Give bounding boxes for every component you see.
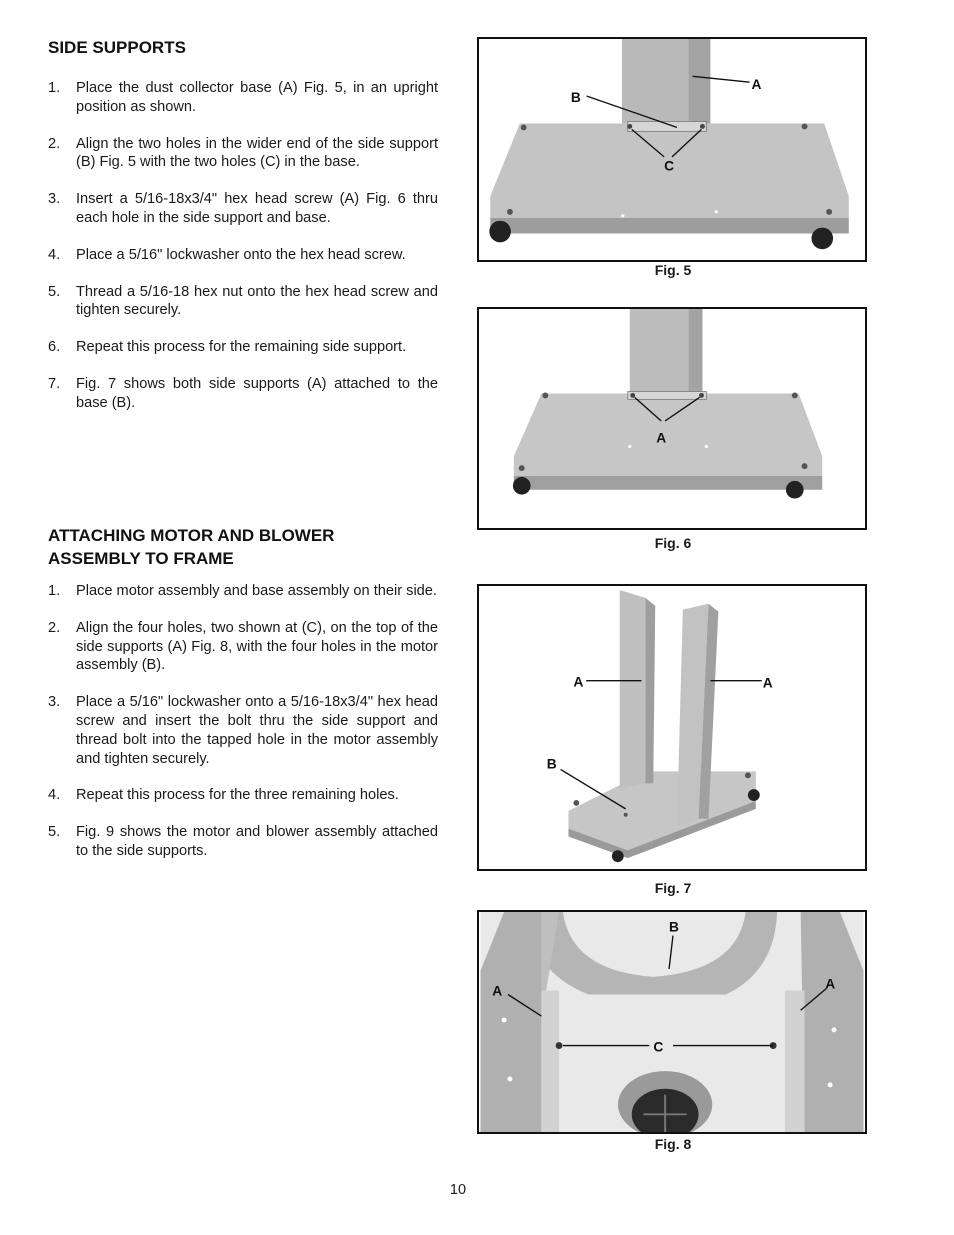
caster-wheel [748,789,760,801]
step-number: 1. [48,583,61,599]
section-title-side-supports: SIDE SUPPORTS [48,38,186,57]
label-b: B [570,89,581,105]
side-supports-steps [48,79,438,413]
step-text: Thread a 5/16-18 hex nut onto the hex head screw and tighten securely. [76,283,438,319]
label-a-left: A [492,983,503,999]
step-text: Align the four holes, two shown at (C), on the top of the side supports (A) Fig. 8, with the four holes in the motor assembly (B). [76,619,438,674]
step-number: 7. [48,375,61,392]
caster-wheel [612,850,624,862]
screw-head [630,393,635,398]
bolt [802,123,808,129]
step-text: Fig. 7 shows both side supports (A) attached to the base (B). [76,375,438,411]
label-c: C [653,1039,664,1055]
step-text: Place a 5/16" lockwasher onto a 5/16-18x3/4" hex head screw and insert the bolt thru the side support and thread bolt into the tapped hole in the motor assembly and tighten securely. [76,694,438,767]
section-title-line: ASSEMBLY TO FRAME [48,549,234,568]
hole [715,210,718,213]
base-edge [490,218,849,234]
label-a: A [751,77,762,93]
figure-8 [477,910,867,1134]
label-b: B [546,756,557,772]
section-title-line: ATTACHING MOTOR AND BLOWER [48,526,335,545]
step-item [48,190,438,228]
step-text: Repeat this process for the remaining side support. [76,339,407,356]
side-support-left-shadow [645,598,655,783]
step-text: Place motor assembly and base assembly on their side. [76,583,437,599]
figure-6 [477,307,867,530]
bolt [507,209,513,215]
step-item [48,582,438,601]
step-text: Align the two holes in the wider end of the side support (B) Fig. 5 with the two holes (C) in the base. [76,135,438,171]
hole [621,214,624,217]
bolt [573,800,579,806]
page-number: 10 [449,1182,467,1198]
figure-5 [477,37,867,262]
step-number: 3. [48,191,61,208]
fig6-illustration [479,309,865,528]
step-item [48,693,438,768]
bolt [519,465,525,471]
base-plate [514,393,822,475]
caster-wheel [786,481,804,499]
step-number: 1. [48,80,61,96]
label-a-left: A [573,674,584,690]
hole [828,1082,833,1087]
hole [627,124,632,129]
base-edge [514,476,822,490]
hole [628,445,631,448]
step-number: 5. [48,283,61,300]
section-title-attaching-motor [48,524,334,570]
bolt [802,463,808,469]
step-number: 2. [48,135,61,152]
side-support-left [620,590,646,789]
label-a-right: A [762,675,773,691]
step-number: 2. [48,619,61,636]
caster-wheel [513,477,531,495]
step-number: 4. [48,787,61,804]
step-item [48,786,438,805]
support-foot [628,391,707,399]
support-inner-left [541,991,559,1132]
step-number: 4. [48,246,61,263]
bolt [826,209,832,215]
figure-caption: Fig. 7 [654,880,692,896]
label-a: A [656,430,667,446]
fig8-illustration [479,912,865,1132]
step-text: Place a 5/16" lockwasher onto the hex head screw. [76,246,406,263]
bolt [792,392,798,398]
caster-wheel [811,228,833,250]
support-inner-right [785,991,805,1132]
step-item [48,619,438,675]
figure-caption: Fig. 6 [654,535,692,551]
step-item [48,823,438,861]
column-shadow [689,309,703,395]
figure-7 [477,584,867,871]
hole [556,1042,563,1049]
bolt [624,813,628,817]
step-item [48,135,438,173]
step-item [48,283,438,321]
step-text: Insert a 5/16-18x3/4" hex head screw (A) Fig. 6 thru each hole in the side support and base. [76,191,438,226]
label-a-right: A [825,976,836,992]
step-item [48,246,438,265]
figure-caption: Fig. 8 [654,1136,692,1152]
hole [502,1018,507,1023]
step-number: 6. [48,339,61,356]
support-foot [628,122,707,132]
hole [507,1077,512,1082]
label-b: B [669,919,679,935]
column-shadow [689,39,711,123]
figure-caption: Fig. 5 [654,262,692,278]
fig7-illustration [479,586,865,869]
label-c: C [664,158,675,174]
hole [700,124,705,129]
step-text: Place the dust collector base (A) Fig. 5, in an upright position as shown. [76,80,438,115]
step-text: Repeat this process for the three remaining holes. [76,787,399,804]
bolt [745,772,751,778]
step-number: 3. [48,694,61,711]
step-item [48,79,438,117]
screw-head [699,393,704,398]
step-text: Fig. 9 shows the motor and blower assembly attached to the side supports. [76,824,438,859]
bolt [542,392,548,398]
caster-wheel [489,221,511,243]
bolt [521,124,527,130]
hole [832,1027,837,1032]
hole [705,445,708,448]
fig5-illustration [479,39,865,260]
step-number: 5. [48,824,61,841]
step-item [48,338,438,357]
attaching-motor-steps [48,582,438,861]
step-item [48,375,438,413]
